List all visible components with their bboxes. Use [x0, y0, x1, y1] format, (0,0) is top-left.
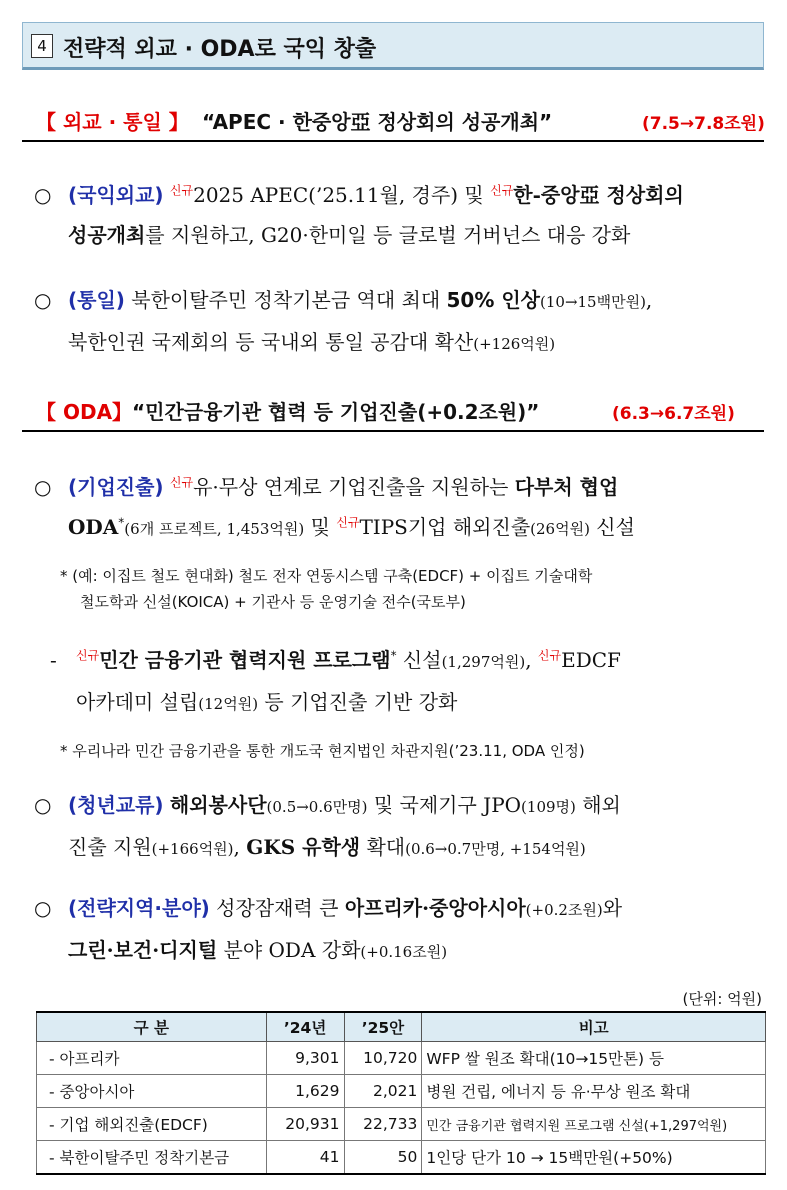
bullet-small-text: (+0.16조원)	[360, 943, 448, 961]
bullet-label: (전략지역·분야)	[68, 896, 210, 920]
bullet-bold-text: 그린·보건·디지털	[68, 938, 218, 962]
bullet-text: EDCF	[561, 648, 621, 672]
dash-item-finance-program	[50, 640, 785, 724]
subsection-quote: “민간금융기관 협력 등 기업진출(+0.2조원)”	[132, 400, 540, 424]
bullet-text: 유·무상 연계로 기업진출을 지원하는	[193, 475, 515, 499]
section-title-box	[22, 22, 764, 70]
bullet-bold-text: 한-중앙亞 정상회의	[513, 183, 684, 207]
bullet-bold-text: 성공개최	[68, 223, 146, 247]
bullet-national-diplomacy	[34, 175, 769, 255]
bullet-small-text: (1,297억원)	[441, 653, 526, 671]
bullet-small-text: (26억원)	[530, 520, 590, 538]
bullet-label: (기업진출)	[68, 475, 164, 499]
header-note: 비고	[422, 1012, 766, 1042]
new-badge: 신규	[169, 183, 194, 198]
section-title: 전략적 외교 · ODA로 국익 창출	[63, 37, 377, 62]
bullet-small-text: (0.5→0.6만명)	[266, 798, 368, 816]
new-badge: 신규	[537, 648, 562, 663]
bullet-text: 북한인권 국제회의 등 국내외 통일 공감대 확산	[68, 330, 474, 354]
bullet-label: (국익외교)	[68, 183, 164, 207]
table-row	[37, 1075, 766, 1108]
budget-table	[36, 1011, 766, 1175]
bullet-label: (청년교류)	[68, 793, 164, 817]
table-row	[37, 1108, 766, 1141]
bullet-small-text: (+0.2조원)	[525, 901, 603, 919]
subsection-header-oda	[22, 390, 764, 432]
cell-name: - 아프리카	[37, 1042, 267, 1075]
bullet-small-text: (0.6→0.7만명, +154억원)	[405, 840, 586, 858]
bullet-bold-text: 아프리카·중앙아시아	[344, 896, 526, 920]
new-badge: 신규	[336, 515, 360, 530]
bullet-mark: ○	[34, 896, 52, 920]
bullet-mark: ○	[34, 288, 52, 312]
footnote-star: *	[118, 515, 125, 530]
cell-2025: 2,021	[344, 1075, 422, 1108]
cell-name: - 중앙아시아	[37, 1075, 267, 1108]
cell-2024: 41	[266, 1141, 344, 1175]
subsection-tag: 【 ODA】	[36, 400, 133, 424]
cell-note: 민간 금융기관 협력지원 프로그램 신설(+1,297억원)	[422, 1108, 766, 1141]
new-badge: 신규	[169, 475, 194, 490]
bullet-bold-text: GKS 유학생	[246, 835, 361, 859]
bullet-text: 아카데미 설립	[76, 690, 199, 714]
footnote-star: *	[390, 648, 397, 663]
cell-note: 병원 건립, 에너지 등 유·무상 원조 확대	[422, 1075, 766, 1108]
bullet-text: 신설	[396, 648, 442, 672]
bullet-small-text: (+166억원)	[151, 840, 234, 858]
bullet-unification	[34, 280, 769, 364]
bullet-text: 해외	[575, 793, 621, 817]
footnote-example	[60, 563, 592, 615]
bullet-text: 및 국제기구 JPO	[367, 793, 522, 817]
subsection-quote: “APEC · 한중앙亞 정상회의 성공개최”	[202, 110, 553, 134]
bullet-text: 신설	[589, 515, 635, 539]
subsection-header-diplomacy	[22, 100, 764, 142]
table-row	[37, 1141, 766, 1175]
header-2024: ’24년	[266, 1012, 344, 1042]
bullet-bold-text: 다부처 협업	[514, 475, 619, 499]
bullet-text: 2025 APEC(’25.11월, 경주) 및	[193, 183, 491, 207]
bullet-text: 진출 지원	[68, 835, 152, 859]
dash-mark: -	[50, 648, 57, 672]
bullet-text: 확대	[360, 835, 406, 859]
table-header-row	[37, 1012, 766, 1042]
cell-name: - 기업 해외진출(EDCF)	[37, 1108, 267, 1141]
cell-2025: 10,720	[344, 1042, 422, 1075]
table-row	[37, 1042, 766, 1075]
bullet-text: ,	[645, 288, 653, 312]
section-number: 4	[31, 34, 53, 58]
bullet-small-text: (6개 프로젝트, 1,453억원)	[124, 520, 305, 538]
bullet-mark: ○	[34, 793, 52, 817]
bullet-strategic-region	[34, 888, 769, 972]
bullet-small-text: (+126억원)	[473, 335, 556, 353]
cell-name: - 북한이탈주민 정착기본금	[37, 1141, 267, 1175]
bullet-small-text: (109명)	[521, 798, 576, 816]
bullet-bold-text: 50% 인상	[446, 288, 540, 312]
cell-2025: 50	[344, 1141, 422, 1175]
cell-2025: 22,733	[344, 1108, 422, 1141]
bullet-text: ,	[233, 835, 247, 859]
bullet-mark: ○	[34, 475, 52, 499]
cell-2024: 9,301	[266, 1042, 344, 1075]
header-category: 구 분	[37, 1012, 267, 1042]
subsection-range: (7.5→7.8조원)	[642, 114, 765, 134]
bullet-text: 를 지원하고, G20·한미일 등 글로벌 거버넌스 대응 강화	[145, 223, 631, 247]
table-unit: (단위: 억원)	[682, 990, 762, 1008]
subsection-range: (6.3→6.7조원)	[612, 404, 735, 424]
bullet-text: 북한이탈주민 정착기본금 역대 최대	[124, 288, 447, 312]
header-2025: ’25안	[344, 1012, 422, 1042]
bullet-label: (통일)	[68, 288, 125, 312]
subsection-tag: 【 외교 · 통일 】	[36, 110, 189, 134]
bullet-bold-text: 민간 금융기관 협력지원 프로그램	[99, 648, 391, 672]
footnote-line: 철도학과 신설(KOICA) + 기관사 등 운영기술 전수(국토부)	[80, 593, 466, 611]
bullet-youth-exchange	[34, 785, 769, 869]
cell-note: 1인당 단가 10 → 15백만원(+50%)	[422, 1141, 766, 1175]
new-badge: 신규	[76, 648, 100, 663]
bullet-business-expansion	[34, 467, 769, 549]
bullet-small-text: (12억원)	[198, 695, 259, 713]
bullet-small-text: (10→15백만원)	[540, 293, 646, 311]
bullet-text: 및	[304, 515, 337, 539]
bullet-text: 성장잠재력 큰	[209, 896, 345, 920]
bullet-bold-text: ODA	[68, 515, 119, 539]
bullet-text: ,	[525, 648, 538, 672]
bullet-mark: ○	[34, 183, 52, 207]
bullet-bold-text: 해외봉사단	[169, 793, 267, 817]
footnote-finance: * 우리나라 민간 금융기관을 통한 개도국 현지법인 차관지원(’23.11, ODA 인정)	[60, 742, 585, 760]
bullet-text: 등 기업진출 기반 강화	[258, 690, 458, 714]
cell-note: WFP 쌀 원조 확대(10→15만톤) 등	[422, 1042, 766, 1075]
bullet-text: TIPS기업 해외진출	[359, 515, 531, 539]
new-badge: 신규	[490, 183, 514, 198]
cell-2024: 20,931	[266, 1108, 344, 1141]
bullet-text: 분야 ODA 강화	[217, 938, 361, 962]
cell-2024: 1,629	[266, 1075, 344, 1108]
footnote-line: * (예: 이집트 철도 현대화) 철도 전자 연동시스템 구축(EDCF) + 이집트 기술대학	[60, 567, 593, 585]
bullet-text: 와	[602, 896, 623, 920]
